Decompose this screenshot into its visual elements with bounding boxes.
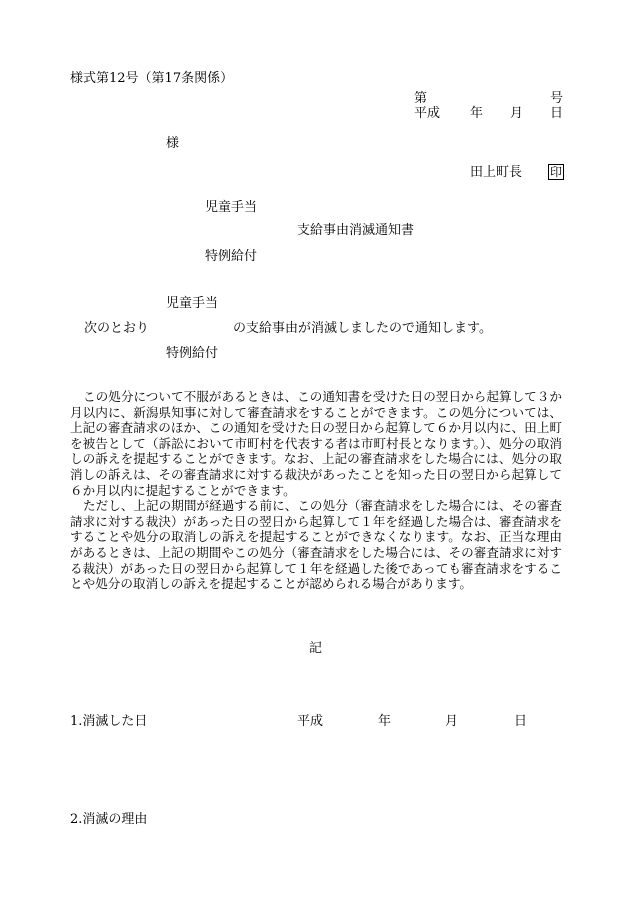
document-number-prefix: 第 [414,91,428,106]
addressee-suffix: 様 [166,136,180,151]
instructions-paragraph-2: ただし、上記の期間が経過する前に、この処分（審査請求をした場合には、その審査請求に対する裁決）があった日の翌日から起算して１年を経過した場合は、審査請求をすることや処分の取消しの訴えを提起することができなくなります。なお、正当な理由があるときは、上記の期間やこの処分（審査請求をした場合には、その審査請求に対する裁決）があった日の翌日から起算して１年を経過した後であっても審査請求をすることや処分の取消しの訴えを提起することが認められる場合があります。 [70,498,562,592]
date-era: 平成 [414,106,441,121]
document-number-suffix: 号 [550,91,564,106]
notice-option-child-allowance: 児童手当 [166,296,219,311]
item-reason-label: 2.消滅の理由 [70,812,148,827]
date-month-unit: 月 [510,106,524,121]
ki-heading: 記 [309,641,323,656]
item-date-day: 日 [514,714,528,729]
issuer: 田上町長 [470,165,523,180]
title-option-special-benefit: 特例給付 [205,249,258,264]
title-option-child-allowance: 児童手当 [205,200,258,215]
notice-prefix: 次のとおり [84,321,150,336]
instructions-block [70,389,562,592]
notice-option-special-benefit: 特例給付 [166,346,219,361]
item-date-year: 年 [378,714,392,729]
document-title: 支給事由消滅通知書 [297,223,415,238]
seal-mark [548,164,564,181]
item-date-month: 月 [445,714,459,729]
item-date-label: 1.消滅した日 [70,714,148,729]
seal-label: 印 [550,165,563,179]
date-day-unit: 日 [550,106,564,121]
item-date-era: 平成 [297,714,324,729]
form-number: 様式第12号（第17条関係） [70,71,234,86]
date-year-unit: 年 [470,106,484,121]
notice-suffix: の支給事由が消滅しましたので通知します。 [233,321,492,336]
instructions-paragraph-1: この処分について不服があるときは、この通知書を受けた日の翌日から起算して３か月以内に、新潟県知事に対して審査請求をすることができます。この処分については、上記の審査請求のほか、この通知を受けた日の翌日から起算して６か月以内に、田上町を被告として（訴訟において市町村を代表する者は市町村長となります。）、処分の取消しの訴えを提起することができます。なお、上記の審査請求をした場合には、処分の取消しの訴えは、その審査請求に対する裁決があったことを知った日の翌日から起算して６か月以内に提起することができます。 [70,389,563,498]
